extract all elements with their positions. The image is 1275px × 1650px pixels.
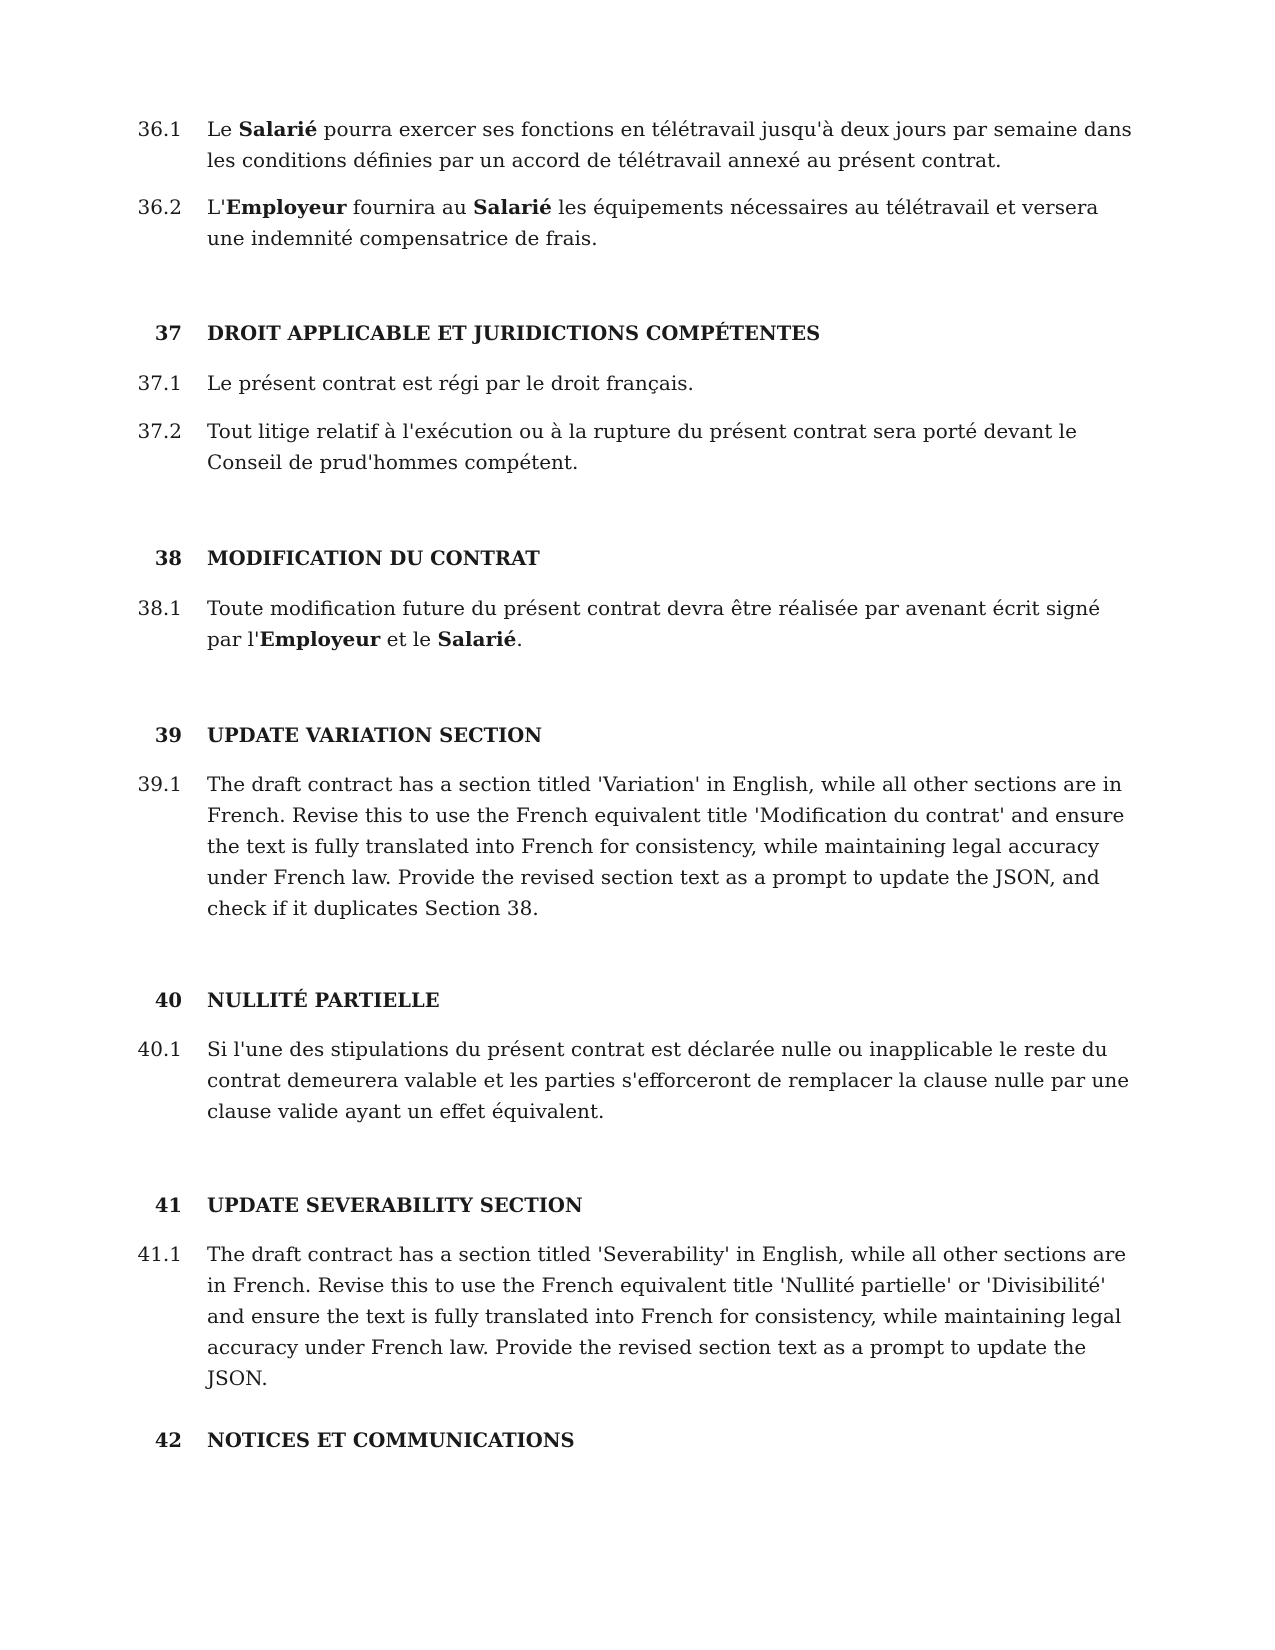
text-run: MODIFICATION DU CONTRAT	[207, 547, 540, 570]
section-number: 40	[154, 989, 182, 1012]
text-run: pourra exercer ses fonctions en télétravail jusqu'à deux jours par semaine dans les conditions définies par un accord de télétravail annexé au présent contrat.	[207, 117, 1132, 172]
clause-text	[207, 416, 1137, 478]
defined-term: Salarié	[437, 627, 517, 651]
text-run: The draft contract has a section titled 'Variation' in English, while all other sections are in French. Revise this to use the French equivalent title 'Modification du contrat' and ensure the text is fully translated into French for consistency, while maintaining legal accuracy under French law. Provide the revised section text as a prompt to update the JSON, and check if it duplicates Section 38.	[207, 772, 1125, 920]
text-run: Le	[207, 117, 239, 141]
clause-number: 37.2	[137, 419, 182, 443]
text-run: et le	[380, 627, 438, 651]
clause-text	[207, 114, 1137, 176]
text-run: .	[516, 627, 523, 651]
section-title	[207, 318, 1137, 349]
text-run: L'	[207, 195, 226, 219]
text-run: Toute modification future du présent contrat devra être réalisée par avenant écrit signé par l'	[207, 596, 1101, 651]
text-run: UPDATE VARIATION SECTION	[207, 724, 543, 747]
text-run: Le présent contrat est régi par le droit français.	[207, 371, 694, 395]
text-run: fournira au	[346, 195, 474, 219]
clause-number: 38.1	[137, 596, 182, 620]
text-run: The draft contract has a section titled 'Severability' in English, while all other sections are in French. Revise this to use the French equivalent title 'Nullité partielle' or 'Divisibilité' and ensure the text is fully translated into French for consistency, while maintaining legal accuracy under French law. Provide the revised section text as a prompt to update the JSON.	[207, 1242, 1127, 1390]
clause-text	[207, 593, 1137, 655]
clause-number: 40.1	[137, 1037, 182, 1061]
section-title	[207, 543, 1137, 574]
clause-number: 41.1	[137, 1242, 182, 1266]
section-number: 41	[154, 1194, 182, 1217]
section-number: 39	[154, 724, 182, 747]
clause-number: 36.1	[137, 117, 182, 141]
section-title	[207, 720, 1137, 751]
clause-number: 36.2	[137, 195, 182, 219]
text-run: Tout litige relatif à l'exécution ou à la rupture du présent contrat sera porté devant le Conseil de prud'hommes compétent.	[207, 419, 1077, 474]
section-number: 37	[154, 322, 182, 345]
text-run: NULLITÉ PARTIELLE	[207, 989, 440, 1012]
text-run: NOTICES ET COMMUNICATIONS	[207, 1429, 575, 1452]
text-run: les équipements nécessaires au télétravail et versera une indemnité compensatrice de frais.	[207, 195, 1099, 250]
clause-number: 37.1	[137, 371, 182, 395]
section-title	[207, 1425, 1137, 1456]
defined-term: Employeur	[225, 195, 347, 219]
defined-term: Employeur	[259, 627, 381, 651]
defined-term: Salarié	[473, 195, 552, 219]
clause-number: 39.1	[137, 772, 182, 796]
clause-text	[207, 192, 1137, 254]
clause-text	[207, 1239, 1137, 1394]
clause-text	[207, 769, 1137, 924]
defined-term: Salarié	[238, 117, 318, 141]
text-run: Si l'une des stipulations du présent contrat est déclarée nulle ou inapplicable le reste du contrat demeurera valable et les parties s'efforceront de remplacer la clause nulle par une clause valide ayant un effet équivalent.	[207, 1037, 1130, 1123]
clause-text	[207, 368, 1137, 399]
text-run: UPDATE SEVERABILITY SECTION	[207, 1194, 583, 1217]
clause-text	[207, 1034, 1137, 1127]
section-number: 38	[154, 547, 182, 570]
section-number: 42	[154, 1429, 182, 1452]
text-run: DROIT APPLICABLE ET JURIDICTIONS COMPÉTENTES	[207, 322, 821, 345]
section-title	[207, 1190, 1137, 1221]
section-title	[207, 985, 1137, 1016]
